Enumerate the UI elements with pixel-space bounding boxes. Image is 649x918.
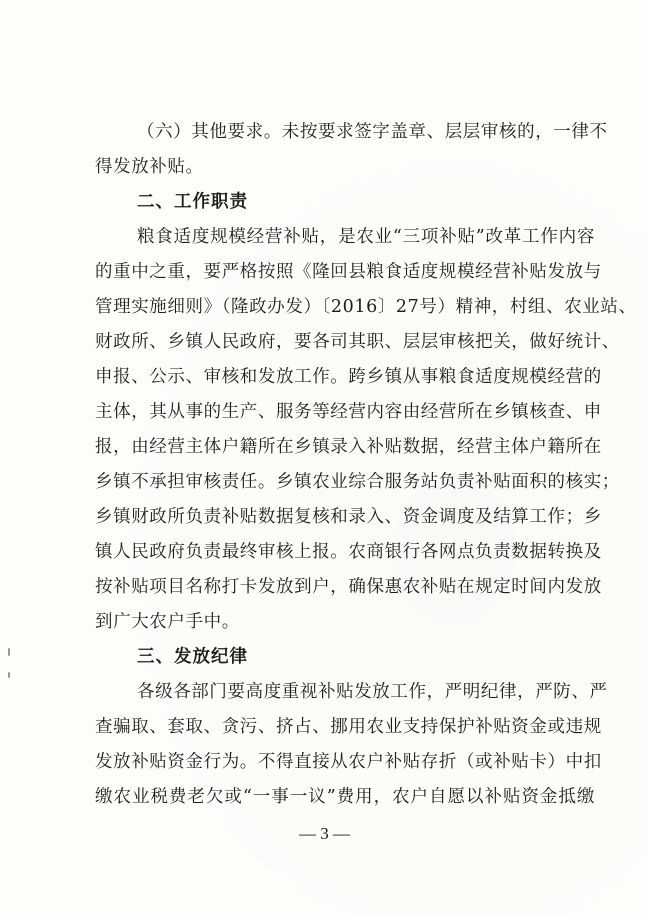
paragraph-line: 按补贴项目名称打卡发放到户，确保惠农补贴在规定时间内发放 [95, 577, 602, 597]
paragraph-line: （六）其他要求。未按要求签字盖章、层层审核的，一律不 [137, 122, 608, 142]
scan-mark [8, 672, 10, 678]
paragraph-line: 到广大农户手中。 [95, 612, 240, 632]
paragraph-line: 主体，其从事的生产、服务等经营内容由经营所在乡镇核查、申 [95, 402, 602, 422]
paragraph-line: 申报、公示、审核和发放工作。跨乡镇从事粮食适度规模经营的 [95, 367, 602, 387]
paragraph-line: 管理实施细则》（隆政办发）〔2016〕27号）精神，村组、农业站、 [95, 297, 637, 317]
paragraph-line: 缴农业税费老欠或“一事一议”费用，农户自愿以补贴资金抵缴 [95, 787, 595, 807]
paragraph-line: 得发放补贴。 [95, 157, 204, 177]
section-heading-discipline: 三、发放纪律 [137, 647, 248, 667]
paragraph-line: 镇人民政府负责最终审核上报。农商银行各网点负责数据转换及 [95, 542, 602, 562]
paragraph-line: 查骗取、套取、贪污、挤占、挪用农业支持保护补贴资金或违规 [95, 717, 602, 737]
paragraph-line: 报，由经营主体户籍所在乡镇录入补贴数据，经营主体户籍所在 [95, 437, 602, 457]
paragraph-line: 发放补贴资金行为。不得直接从农户补贴存折（或补贴卡）中扣 [95, 752, 602, 772]
page-number: — 3 — [299, 824, 350, 843]
scan-mark [8, 648, 10, 656]
paragraph-line: 各级各部门要高度重视补贴发放工作，严明纪律，严防、严 [137, 682, 608, 702]
paragraph-line: 乡镇财政所负责补贴数据复核和录入、资金调度及结算工作；乡 [95, 507, 602, 527]
paragraph-line: 的重中之重，要严格按照《隆回县粮食适度规模经营补贴发放与 [95, 262, 602, 282]
paragraph-line: 乡镇不承担审核责任。乡镇农业综合服务站负责补贴面积的核实； [95, 472, 620, 492]
section-heading-duties: 二、工作职责 [137, 192, 248, 212]
paragraph-line: 财政所、乡镇人民政府，要各司其职、层层审核把关，做好统计、 [95, 332, 620, 352]
paragraph-line: 粮食适度规模经营补贴，是农业“三项补贴”改革工作内容 [137, 227, 595, 247]
